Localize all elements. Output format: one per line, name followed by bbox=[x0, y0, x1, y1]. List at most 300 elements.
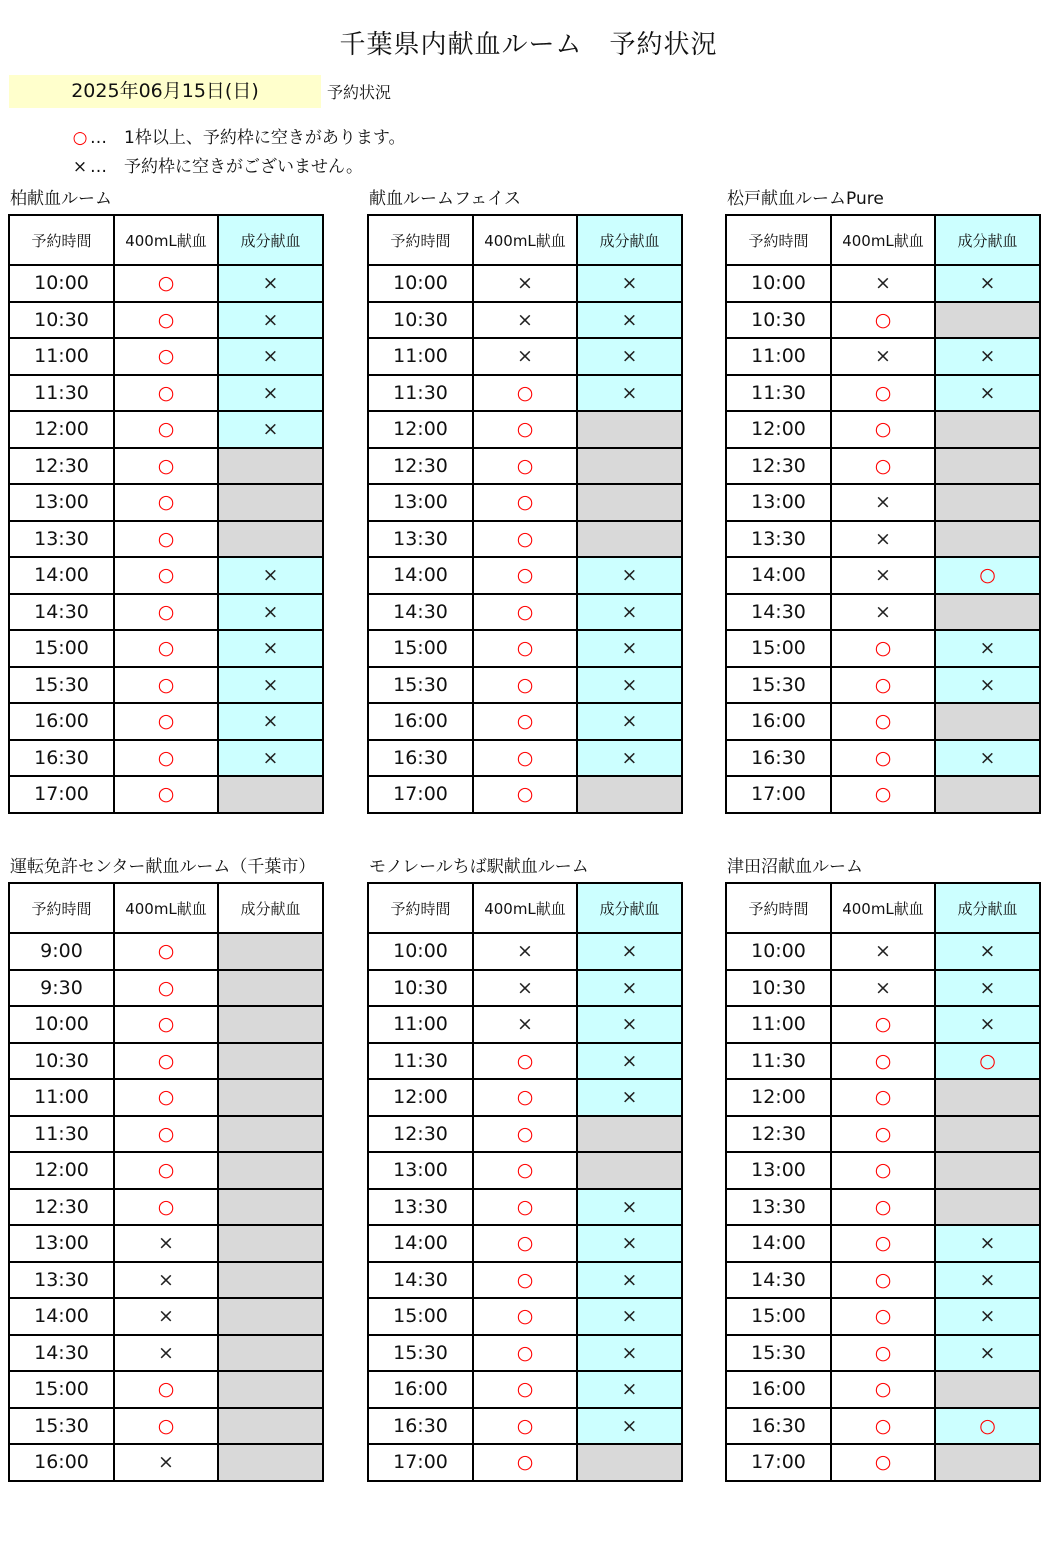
component-status bbox=[577, 484, 682, 521]
whole-blood-status: ○ bbox=[831, 630, 935, 667]
table-row bbox=[368, 265, 682, 302]
whole-blood-status: × bbox=[114, 1262, 218, 1299]
schedule-table bbox=[367, 214, 683, 814]
component-status: × bbox=[935, 740, 1040, 777]
room-title: 津田沼献血ルーム bbox=[727, 857, 863, 877]
table-row bbox=[368, 338, 682, 375]
table-row bbox=[9, 1371, 323, 1408]
component-status: × bbox=[218, 338, 323, 375]
whole-blood-status: ○ bbox=[473, 1152, 577, 1189]
whole-blood-status: ○ bbox=[473, 703, 577, 740]
component-status bbox=[935, 1189, 1040, 1226]
whole-blood-status: ○ bbox=[114, 1408, 218, 1445]
whole-blood-status: ○ bbox=[114, 411, 218, 448]
whole-blood-status: × bbox=[831, 338, 935, 375]
time-cell: 12:00 bbox=[726, 411, 831, 448]
component-status bbox=[218, 933, 323, 970]
table-row bbox=[368, 484, 682, 521]
component-status bbox=[935, 521, 1040, 558]
component-status: × bbox=[935, 1262, 1040, 1299]
component-status: × bbox=[218, 667, 323, 704]
table-row bbox=[726, 1225, 1040, 1262]
whole-blood-status: ○ bbox=[114, 338, 218, 375]
time-cell: 12:30 bbox=[9, 448, 114, 485]
table-row bbox=[9, 1225, 323, 1262]
table-row bbox=[9, 1444, 323, 1481]
component-status: × bbox=[218, 594, 323, 631]
date-box: 2025年06月15日(日) bbox=[9, 75, 321, 108]
time-cell: 13:30 bbox=[368, 1189, 473, 1226]
table-row bbox=[726, 448, 1040, 485]
table-row bbox=[368, 521, 682, 558]
component-status: × bbox=[577, 594, 682, 631]
component-status: × bbox=[577, 1006, 682, 1043]
time-cell: 14:30 bbox=[726, 594, 831, 631]
table-row bbox=[726, 1335, 1040, 1372]
whole-blood-status: ○ bbox=[473, 1225, 577, 1262]
table-row bbox=[368, 1408, 682, 1445]
table-row bbox=[368, 1262, 682, 1299]
table-row bbox=[726, 1116, 1040, 1153]
time-cell: 10:00 bbox=[9, 1006, 114, 1043]
component-status: × bbox=[577, 557, 682, 594]
component-status: × bbox=[935, 667, 1040, 704]
whole-blood-status: ○ bbox=[473, 1335, 577, 1372]
header-400ml: 400mL献血 bbox=[831, 883, 935, 933]
whole-blood-status: × bbox=[473, 338, 577, 375]
component-status bbox=[935, 1079, 1040, 1116]
whole-blood-status: ○ bbox=[831, 448, 935, 485]
header-time: 予約時間 bbox=[9, 215, 114, 265]
time-cell: 12:30 bbox=[726, 1116, 831, 1153]
time-cell: 10:00 bbox=[368, 933, 473, 970]
component-status: × bbox=[577, 630, 682, 667]
component-status bbox=[218, 1371, 323, 1408]
time-cell: 14:00 bbox=[9, 557, 114, 594]
component-status bbox=[935, 594, 1040, 631]
component-status bbox=[218, 1152, 323, 1189]
component-status bbox=[935, 1444, 1040, 1481]
time-cell: 17:00 bbox=[9, 776, 114, 813]
table-row bbox=[726, 338, 1040, 375]
legend-ng bbox=[70, 152, 363, 177]
whole-blood-status: ○ bbox=[831, 1043, 935, 1080]
component-status bbox=[935, 776, 1040, 813]
table-row bbox=[726, 1262, 1040, 1299]
table-row bbox=[726, 740, 1040, 777]
whole-blood-status: ○ bbox=[831, 667, 935, 704]
whole-blood-status: × bbox=[473, 1006, 577, 1043]
component-status: × bbox=[577, 1335, 682, 1372]
time-cell: 16:00 bbox=[726, 703, 831, 740]
component-status: × bbox=[577, 1079, 682, 1116]
table-row bbox=[726, 521, 1040, 558]
component-status bbox=[218, 1079, 323, 1116]
table-row bbox=[9, 1079, 323, 1116]
whole-blood-status: ○ bbox=[473, 411, 577, 448]
component-status: × bbox=[577, 703, 682, 740]
whole-blood-status: ○ bbox=[114, 1006, 218, 1043]
table-row bbox=[368, 1298, 682, 1335]
table-row bbox=[368, 1152, 682, 1189]
whole-blood-status: ○ bbox=[473, 1298, 577, 1335]
table-row bbox=[726, 933, 1040, 970]
component-status bbox=[218, 448, 323, 485]
header-400ml: 400mL献血 bbox=[114, 215, 218, 265]
header-time: 予約時間 bbox=[368, 883, 473, 933]
time-cell: 11:00 bbox=[368, 1006, 473, 1043]
whole-blood-status: ○ bbox=[473, 1189, 577, 1226]
whole-blood-status: ○ bbox=[473, 667, 577, 704]
table-row bbox=[368, 703, 682, 740]
time-cell: 11:30 bbox=[9, 1116, 114, 1153]
header-component: 成分献血 bbox=[218, 883, 323, 933]
time-cell: 11:30 bbox=[726, 375, 831, 412]
time-cell: 16:30 bbox=[368, 740, 473, 777]
table-row bbox=[726, 557, 1040, 594]
whole-blood-status: ○ bbox=[831, 776, 935, 813]
component-status: × bbox=[577, 1189, 682, 1226]
table-row bbox=[368, 1006, 682, 1043]
whole-blood-status: × bbox=[831, 933, 935, 970]
component-status bbox=[218, 521, 323, 558]
component-status bbox=[577, 521, 682, 558]
table-row bbox=[726, 1408, 1040, 1445]
table-row bbox=[726, 1152, 1040, 1189]
component-status bbox=[577, 411, 682, 448]
legend-ok-symbol: ○ bbox=[72, 128, 88, 148]
whole-blood-status: × bbox=[473, 970, 577, 1007]
component-status: × bbox=[935, 1298, 1040, 1335]
table-row bbox=[368, 740, 682, 777]
component-status bbox=[218, 1189, 323, 1226]
time-cell: 15:30 bbox=[9, 1408, 114, 1445]
room-title: モノレールちば駅献血ルーム bbox=[369, 857, 589, 877]
table-row bbox=[368, 411, 682, 448]
whole-blood-status: ○ bbox=[473, 630, 577, 667]
component-status: × bbox=[218, 265, 323, 302]
header-row bbox=[9, 883, 323, 933]
time-cell: 13:00 bbox=[368, 484, 473, 521]
table-row bbox=[368, 1189, 682, 1226]
time-cell: 12:30 bbox=[726, 448, 831, 485]
time-cell: 12:00 bbox=[9, 1152, 114, 1189]
time-cell: 16:30 bbox=[726, 1408, 831, 1445]
whole-blood-status: ○ bbox=[114, 484, 218, 521]
whole-blood-status: ○ bbox=[114, 1189, 218, 1226]
legend-ng-text: 予約枠に空きがございません。 bbox=[124, 157, 364, 177]
table-row bbox=[726, 1189, 1040, 1226]
table-row bbox=[9, 448, 323, 485]
component-status: × bbox=[935, 1006, 1040, 1043]
component-status: ○ bbox=[935, 557, 1040, 594]
component-status: × bbox=[935, 375, 1040, 412]
component-status bbox=[218, 776, 323, 813]
table-row bbox=[368, 557, 682, 594]
time-cell: 17:00 bbox=[368, 776, 473, 813]
time-cell: 15:00 bbox=[726, 1298, 831, 1335]
room-title: 献血ルームフェイス bbox=[369, 189, 521, 209]
whole-blood-status: ○ bbox=[473, 1262, 577, 1299]
time-cell: 10:30 bbox=[726, 302, 831, 339]
table-row bbox=[9, 630, 323, 667]
table-row bbox=[9, 594, 323, 631]
whole-blood-status: ○ bbox=[114, 1152, 218, 1189]
component-status: × bbox=[577, 338, 682, 375]
whole-blood-status: ○ bbox=[473, 594, 577, 631]
time-cell: 15:00 bbox=[368, 630, 473, 667]
page-title: 千葉県内献血ルーム 予約状況 bbox=[339, 30, 718, 60]
schedule-table bbox=[725, 882, 1041, 1482]
header-400ml: 400mL献血 bbox=[114, 883, 218, 933]
time-cell: 16:00 bbox=[368, 1371, 473, 1408]
whole-blood-status: × bbox=[114, 1335, 218, 1372]
table-row bbox=[726, 1371, 1040, 1408]
time-cell: 10:30 bbox=[368, 302, 473, 339]
time-cell: 14:30 bbox=[368, 594, 473, 631]
table-row bbox=[368, 375, 682, 412]
component-status: × bbox=[935, 1335, 1040, 1372]
component-status: × bbox=[935, 970, 1040, 1007]
table-row bbox=[9, 557, 323, 594]
table-row bbox=[368, 1335, 682, 1372]
header-row bbox=[726, 215, 1040, 265]
component-status bbox=[577, 776, 682, 813]
time-cell: 13:00 bbox=[9, 484, 114, 521]
schedule-table bbox=[725, 214, 1041, 814]
whole-blood-status: ○ bbox=[473, 1079, 577, 1116]
whole-blood-status: × bbox=[473, 265, 577, 302]
component-status: × bbox=[218, 411, 323, 448]
table-row bbox=[368, 1043, 682, 1080]
time-cell: 14:30 bbox=[9, 1335, 114, 1372]
time-cell: 12:00 bbox=[9, 411, 114, 448]
whole-blood-status: ○ bbox=[831, 1298, 935, 1335]
table-row bbox=[9, 411, 323, 448]
component-status bbox=[935, 703, 1040, 740]
component-status bbox=[577, 1116, 682, 1153]
whole-blood-status: ○ bbox=[114, 776, 218, 813]
table-row bbox=[726, 970, 1040, 1007]
component-status bbox=[218, 1006, 323, 1043]
component-status bbox=[218, 1116, 323, 1153]
schedule-table bbox=[8, 214, 324, 814]
table-row bbox=[368, 933, 682, 970]
whole-blood-status: ○ bbox=[831, 740, 935, 777]
time-cell: 15:00 bbox=[9, 630, 114, 667]
legend-ok bbox=[70, 123, 405, 148]
component-status bbox=[577, 1152, 682, 1189]
time-cell: 14:00 bbox=[368, 1225, 473, 1262]
component-status: × bbox=[577, 302, 682, 339]
whole-blood-status: ○ bbox=[473, 557, 577, 594]
table-row bbox=[368, 1371, 682, 1408]
legend-ellipsis: … bbox=[90, 128, 124, 148]
component-status: × bbox=[935, 933, 1040, 970]
component-status: × bbox=[577, 1225, 682, 1262]
component-status bbox=[218, 1043, 323, 1080]
header-row bbox=[726, 883, 1040, 933]
component-status: × bbox=[935, 265, 1040, 302]
time-cell: 16:00 bbox=[726, 1371, 831, 1408]
time-cell: 12:30 bbox=[9, 1189, 114, 1226]
whole-blood-status: × bbox=[831, 521, 935, 558]
header-400ml: 400mL献血 bbox=[831, 215, 935, 265]
component-status bbox=[218, 1335, 323, 1372]
whole-blood-status: × bbox=[831, 557, 935, 594]
whole-blood-status: ○ bbox=[114, 448, 218, 485]
table-row bbox=[368, 970, 682, 1007]
whole-blood-status: ○ bbox=[831, 1006, 935, 1043]
header-component: 成分献血 bbox=[577, 215, 682, 265]
time-cell: 10:00 bbox=[726, 933, 831, 970]
header-time: 予約時間 bbox=[368, 215, 473, 265]
time-cell: 11:30 bbox=[9, 375, 114, 412]
table-row bbox=[726, 411, 1040, 448]
whole-blood-status: ○ bbox=[831, 302, 935, 339]
table-row bbox=[9, 1006, 323, 1043]
whole-blood-status: ○ bbox=[831, 1262, 935, 1299]
table-row bbox=[9, 521, 323, 558]
whole-blood-status: ○ bbox=[114, 703, 218, 740]
whole-blood-status: × bbox=[831, 594, 935, 631]
time-cell: 10:00 bbox=[9, 265, 114, 302]
whole-blood-status: × bbox=[831, 484, 935, 521]
table-row bbox=[9, 484, 323, 521]
whole-blood-status: ○ bbox=[473, 375, 577, 412]
time-cell: 16:00 bbox=[368, 703, 473, 740]
table-row bbox=[9, 703, 323, 740]
table-row bbox=[9, 265, 323, 302]
time-cell: 16:30 bbox=[726, 740, 831, 777]
table-row bbox=[726, 375, 1040, 412]
table-row bbox=[9, 338, 323, 375]
table-row bbox=[368, 1116, 682, 1153]
time-cell: 15:30 bbox=[726, 1335, 831, 1372]
table-row bbox=[726, 1298, 1040, 1335]
component-status bbox=[218, 1298, 323, 1335]
date-suffix: 予約状況 bbox=[327, 83, 392, 102]
whole-blood-status: ○ bbox=[831, 375, 935, 412]
whole-blood-status: ○ bbox=[831, 1225, 935, 1262]
component-status: × bbox=[935, 630, 1040, 667]
component-status: × bbox=[218, 302, 323, 339]
time-cell: 15:30 bbox=[368, 667, 473, 704]
whole-blood-status: × bbox=[831, 970, 935, 1007]
table-row bbox=[9, 1043, 323, 1080]
whole-blood-status: ○ bbox=[831, 1152, 935, 1189]
time-cell: 15:00 bbox=[726, 630, 831, 667]
table-row bbox=[726, 1444, 1040, 1481]
time-cell: 15:00 bbox=[9, 1371, 114, 1408]
whole-blood-status: ○ bbox=[473, 1043, 577, 1080]
whole-blood-status: ○ bbox=[473, 448, 577, 485]
whole-blood-status: ○ bbox=[114, 667, 218, 704]
whole-blood-status: × bbox=[114, 1298, 218, 1335]
table-row bbox=[368, 594, 682, 631]
time-cell: 16:30 bbox=[368, 1408, 473, 1445]
table-row bbox=[9, 1189, 323, 1226]
component-status: × bbox=[577, 740, 682, 777]
table-row bbox=[726, 1079, 1040, 1116]
whole-blood-status: ○ bbox=[831, 1079, 935, 1116]
component-status bbox=[935, 1371, 1040, 1408]
time-cell: 11:30 bbox=[368, 1043, 473, 1080]
time-cell: 14:30 bbox=[9, 594, 114, 631]
component-status bbox=[577, 448, 682, 485]
table-row bbox=[9, 933, 323, 970]
whole-blood-status: ○ bbox=[473, 776, 577, 813]
table-row bbox=[368, 630, 682, 667]
table-row bbox=[9, 667, 323, 704]
component-status bbox=[218, 484, 323, 521]
time-cell: 17:00 bbox=[726, 776, 831, 813]
time-cell: 13:00 bbox=[726, 484, 831, 521]
time-cell: 15:30 bbox=[726, 667, 831, 704]
table-row bbox=[726, 594, 1040, 631]
time-cell: 10:30 bbox=[726, 970, 831, 1007]
table-row bbox=[368, 1225, 682, 1262]
time-cell: 13:30 bbox=[9, 1262, 114, 1299]
component-status bbox=[218, 1444, 323, 1481]
whole-blood-status: ○ bbox=[114, 1116, 218, 1153]
table-row bbox=[726, 630, 1040, 667]
component-status bbox=[935, 1152, 1040, 1189]
whole-blood-status: ○ bbox=[831, 1444, 935, 1481]
component-status bbox=[218, 1225, 323, 1262]
component-status: × bbox=[218, 557, 323, 594]
time-cell: 14:00 bbox=[368, 557, 473, 594]
whole-blood-status: ○ bbox=[114, 302, 218, 339]
time-cell: 11:30 bbox=[368, 375, 473, 412]
time-cell: 17:00 bbox=[368, 1444, 473, 1481]
table-row bbox=[726, 302, 1040, 339]
whole-blood-status: ○ bbox=[831, 703, 935, 740]
component-status bbox=[935, 411, 1040, 448]
time-cell: 10:00 bbox=[368, 265, 473, 302]
legend-ellipsis: … bbox=[90, 157, 124, 177]
time-cell: 10:30 bbox=[9, 1043, 114, 1080]
table-row bbox=[9, 1335, 323, 1372]
component-status: × bbox=[218, 630, 323, 667]
component-status: × bbox=[577, 970, 682, 1007]
whole-blood-status: ○ bbox=[114, 594, 218, 631]
whole-blood-status: ○ bbox=[114, 740, 218, 777]
room-title: 運転免許センター献血ルーム（千葉市） bbox=[10, 857, 316, 877]
component-status: × bbox=[935, 1225, 1040, 1262]
time-cell: 13:30 bbox=[368, 521, 473, 558]
whole-blood-status: ○ bbox=[114, 375, 218, 412]
whole-blood-status: ○ bbox=[114, 970, 218, 1007]
whole-blood-status: ○ bbox=[114, 630, 218, 667]
table-row bbox=[9, 302, 323, 339]
component-status bbox=[935, 302, 1040, 339]
header-component: 成分献血 bbox=[935, 215, 1040, 265]
component-status: × bbox=[577, 1298, 682, 1335]
time-cell: 11:00 bbox=[368, 338, 473, 375]
component-status: × bbox=[577, 1043, 682, 1080]
header-component: 成分献血 bbox=[218, 215, 323, 265]
room-title: 松戸献血ルームPure bbox=[727, 189, 884, 209]
time-cell: 17:00 bbox=[726, 1444, 831, 1481]
whole-blood-status: ○ bbox=[473, 1371, 577, 1408]
whole-blood-status: × bbox=[114, 1444, 218, 1481]
whole-blood-status: × bbox=[831, 265, 935, 302]
component-status: × bbox=[577, 933, 682, 970]
whole-blood-status: ○ bbox=[473, 740, 577, 777]
table-row bbox=[9, 776, 323, 813]
component-status: × bbox=[577, 265, 682, 302]
